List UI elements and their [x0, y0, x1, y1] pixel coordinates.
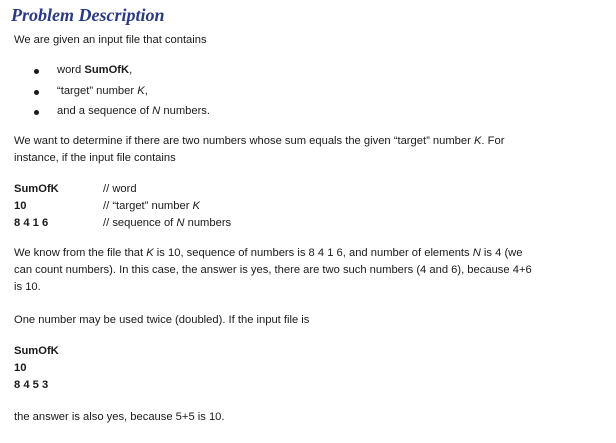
comment-text-end: numbers	[184, 217, 232, 229]
example2-line3: 8 4 5 3	[14, 379, 49, 391]
example1-line3-comment	[103, 215, 231, 231]
paragraph-explain-line-3: is 10.	[14, 281, 41, 293]
bullet-dot-2	[34, 90, 39, 95]
list-item-sequence	[57, 103, 210, 119]
page-title: Problem Description	[11, 5, 165, 25]
list-item-punct: ,	[129, 64, 133, 76]
intro-text: We are given an input file that contains	[14, 34, 207, 46]
list-item-text: “target” number	[57, 85, 138, 97]
comment-var: N	[176, 217, 185, 229]
paragraph-explain-line-2: can count numbers). In this case, the answer is yes, there are two such numbers (4 and 6), because 4+6	[14, 264, 532, 276]
paragraph-conclusion: the answer is also yes, because 5+5 is 10.	[14, 411, 225, 423]
text-run: We want to determine if there are two numbers whose sum equals the given “target” number	[14, 135, 474, 147]
list-item-punct: ,	[144, 85, 148, 97]
list-item-text: and a sequence of	[57, 105, 153, 117]
list-item-var: K	[137, 85, 145, 97]
list-item-target	[57, 83, 148, 99]
text-run: is 10, sequence of numbers is 8 4 1 6, and number of elements	[153, 247, 473, 259]
text-run: We know from the file that	[14, 247, 147, 259]
text-var-n: N	[472, 247, 481, 259]
example1-line2-value: 10	[14, 200, 27, 212]
paragraph-double: One number may be used twice (doubled). If the input file is	[14, 314, 310, 326]
bullet-dot-3	[34, 110, 39, 115]
list-item-text-end: numbers.	[160, 105, 211, 117]
comment-var: K	[192, 200, 201, 212]
example2-line1: SumOfK	[14, 345, 59, 357]
example1-line3-value: 8 4 1 6	[14, 217, 49, 229]
bullet-dot-1	[34, 69, 39, 74]
comment-text: // sequence of	[103, 217, 177, 229]
example1-line1-value: SumOfK	[14, 183, 59, 195]
text-run: . For	[481, 135, 505, 147]
text-run: is 4 (we	[480, 247, 523, 259]
paragraph-goal-line-1	[14, 133, 504, 149]
comment-text: // “target” number	[103, 200, 193, 212]
example2-line2: 10	[14, 362, 27, 374]
list-item-var: N	[152, 105, 161, 117]
list-item-text: word	[57, 64, 85, 76]
list-item-word	[57, 62, 132, 78]
list-item-keyword: SumOfK	[84, 64, 130, 76]
example1-line1-comment: // word	[103, 183, 137, 195]
text-var: K	[473, 135, 482, 147]
text-var-k: K	[146, 247, 154, 259]
example1-line2-comment	[103, 198, 200, 214]
paragraph-goal-line-2: instance, if the input file contains	[14, 152, 176, 164]
paragraph-explain-line-1	[14, 245, 522, 261]
